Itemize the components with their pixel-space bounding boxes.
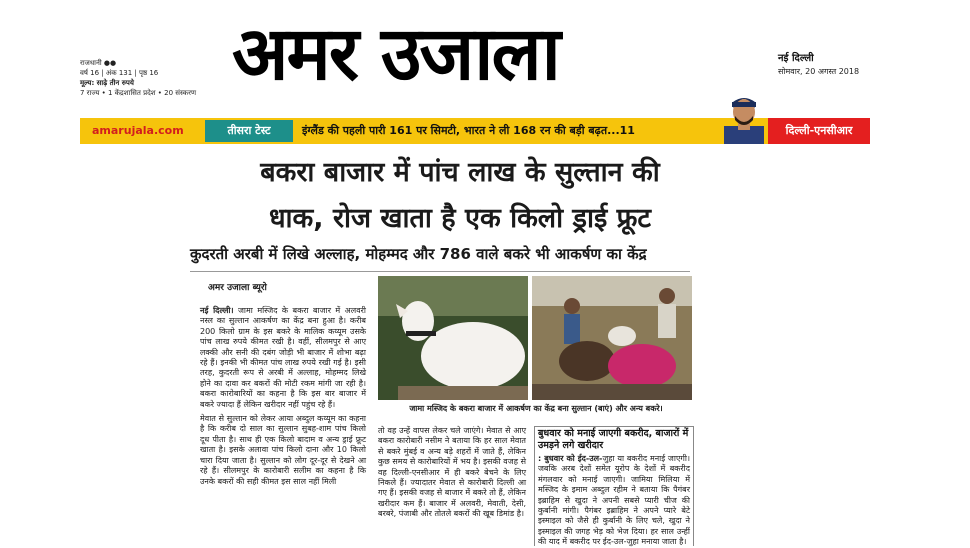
goats-market-photo bbox=[532, 276, 692, 400]
sidebar-paragraph: जुहा या बकरीद मनाई जाएगी। जबकि अरब देशों समेत यूरोप के देशों में बकरीद मंगलवार को मनाई जाएगी। जामिया मिलिया में मस्जिद के इमाम अब्दुल रहीम ने बताया कि पैगंबर इब्राहिम से खुदा ने अपनी सबसे प्यारी चीज की कुर्बानी मांगी। पैगंबर इब्राहिम ने अपने प्यारे बेटे इस्माइल को जैसे ही कुर्बानी के लिए चले, खुदा ने इस्माइल की जगह भेड़ को भेज दिया। हर साल उन्हीं की याद में बकरीद पर ईद-उल-जुहा मनाया जाता है। bbox=[538, 454, 690, 547]
main-headline bbox=[140, 150, 780, 242]
dateline: नई दिल्ली। bbox=[200, 306, 234, 315]
issue-meta bbox=[80, 58, 196, 98]
edition-name: नई दिल्ली bbox=[778, 53, 814, 64]
goat-sultan-photo bbox=[378, 276, 528, 400]
sidebar-text bbox=[538, 454, 690, 548]
region-label: दिल्ली-एनसीआर bbox=[768, 118, 870, 144]
cricketer-photo bbox=[720, 92, 768, 144]
paragraph: मेवात से सुल्तान को लेकर आया अब्दुल कय्यूम का कहना है कि करीब दो साल का सुल्तान सुबह-शाम पांच किलो दूध पीता है। साथ ही एक किलो बादाम व अन्य ड्राई फ्रूट खाता है। इसके अलावा पांच किलो दाना और 10 किलो चारा दिया जाता है। सुल्तान को लोग दूर-दूर से देखने आ रहे हैं। सीलमपुर के कारोबारी सलीम का कहना है कि उनके बकरों की सही कीमत इस साल नहीं मिली bbox=[200, 414, 366, 486]
meta-line: वर्ष 16 | अंक 131 | पृष्ठ 16 bbox=[80, 69, 159, 77]
paragraph: जामा मस्जिद के बकरा बाजार में अलवरी नस्ल का सुल्तान आकर्षण का केंद्र बना हुआ है। करीब 200 किलो ग्राम के इस बकरे के मालिक कय्यूम उसके पांच लाख रुपये कीमत रखी है। वहीं, सीलमपुर से आए लक्की और सनी की दबंग जोड़ी भी बाजार में शोभा बढ़ा रहे हैं। इनकी भी कीमत पांच लाख रुपये रखी गई है। इसी तरह, कुदरती रूप से अरबी में अल्लाह, मोहम्मद लिखे होने का दावा कर बकरों की मोटी रकम मांगी जा रही है। बकरा कारोबारियों का कहना है कि इस बार बाजार में बकरे ज्यादा हैं लेकिन खरीदार नहीं पहुंच रहे हैं। bbox=[200, 306, 366, 409]
headline-line: धाक, रोज खाता है एक किलो ड्राई फ्रूट bbox=[268, 203, 652, 234]
meta-line: मूल्य: साढ़े तीन रुपये bbox=[80, 79, 134, 87]
meta-line: 7 राज्य • 1 केंद्रशासित प्रदेश • 20 संस्करण bbox=[80, 89, 197, 97]
photo-caption: जामा मस्जिद के बकरा बाजार में आकर्षण का केंद्र बना सुल्तान (बाएं) और अन्य बकरे। bbox=[409, 404, 663, 413]
divider bbox=[190, 271, 690, 272]
newspaper-logo: अमर उजाला bbox=[232, 11, 559, 97]
website-link[interactable]: amarujala.com bbox=[92, 124, 184, 137]
masthead bbox=[0, 0, 970, 118]
headline-line: बकरा बाजार में पांच लाख के सुल्तान की bbox=[260, 157, 660, 188]
sub-headline: कुदरती अरबी में लिखे अल्लाह, मोहम्मद और 786 वाले बकरे भी आकर्षण का केंद्र bbox=[190, 245, 647, 263]
sidebar-headline: बुधवार को मनाई जाएगी बकरीद, बाजारों में उमड़ने लगे खरीदार bbox=[538, 428, 689, 451]
byline: अमर उजाला ब्यूरो bbox=[208, 283, 267, 293]
sidebar-lead: : बुधवार को ईद-उल- bbox=[538, 454, 603, 463]
meta-line: राजधानी ●● bbox=[80, 59, 117, 67]
issue-date: सोमवार, 20 अगस्त 2018 bbox=[778, 67, 860, 76]
article-column-1 bbox=[200, 306, 366, 491]
article-column-2: तो वह उन्हें वापस लेकर चले जाएंगे। मेवात से आए बकरा कारोबारी नसीम ने बताया कि हर साल मेवात से बकरे मुंबई व अन्य बड़े शहरों में जाते हैं, लेकिन कुछ समय से कारोबारियों में भय है। इसकी वजह से वह दिल्ली-एनसीआर में ही बकरे बेचने के लिए निकले हैं। ज्यादातर मेवात से कारोबारी दिल्ली आ गए हैं। इसकी वजह से बाजार में बकरे तो हैं, लेकिन खरीदार कम हैं। बाजार में अलवरी, मेवाती, देसी, बरबरे, पंजाबी और तोतले बकरों की खूब डिमांड है। bbox=[378, 426, 526, 519]
section-tag: तीसरा टेस्ट bbox=[205, 120, 293, 142]
ticker-headline[interactable]: इंग्लैंड की पहली पारी 161 पर सिमटी, भारत ने ली 168 रन की बड़ी बढ़त...11 bbox=[302, 124, 635, 137]
